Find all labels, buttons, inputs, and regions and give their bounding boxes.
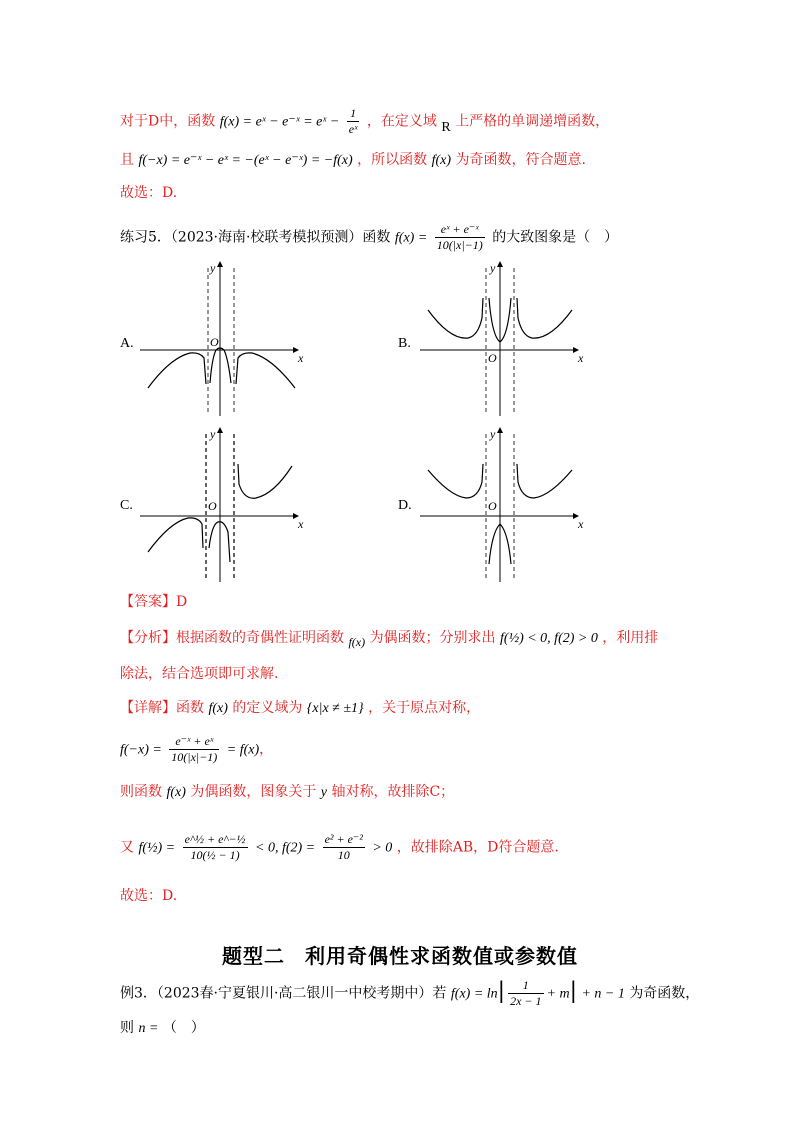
answer-tag: 【答案】: [120, 594, 176, 610]
formula: f(x): [166, 785, 186, 800]
section-type: 题型二: [222, 944, 285, 968]
analysis-line-1: [120, 628, 658, 649]
text: 的定义域为: [232, 700, 303, 716]
graph-d: [420, 424, 590, 584]
text: 为奇函数，符合题意.: [455, 152, 586, 168]
text: ，关于原点对称，: [368, 700, 481, 716]
formula: {x|x ≠ ±1}: [306, 701, 364, 716]
formula: f(½) =: [138, 840, 176, 856]
formula: + n − 1: [581, 986, 625, 1002]
origin-label: O: [208, 499, 217, 513]
text: ，所以函数: [357, 152, 428, 168]
x-axis-label: x: [298, 517, 304, 531]
graph-c: [140, 424, 310, 584]
choice-line: 故选：D.: [120, 185, 178, 201]
text: 轴对称，故排除C；: [331, 784, 455, 800]
answer-paren: （ ）: [162, 1020, 205, 1036]
text: ，故排除AB，D符合题意.: [396, 839, 559, 856]
formula: > 0: [372, 840, 393, 856]
text: 的大致图象是（ ）: [492, 229, 619, 246]
formula: f(x): [208, 701, 228, 716]
domain-symbol: R: [441, 119, 451, 135]
text: 且: [120, 152, 134, 168]
detail-line-1: [120, 698, 480, 719]
fraction: $\frac{1}{\text{eˣ}}$: [348, 106, 358, 136]
formula: f(x) =: [394, 230, 428, 246]
text: 上严格的单调递增函数，: [455, 113, 610, 130]
exercise-label: 练习5．（2023·海南·校联考模拟预测）函数: [120, 229, 391, 246]
graph-a: [140, 258, 310, 418]
detail-tag: 【详解】: [120, 700, 176, 716]
detail-equation: [120, 734, 273, 765]
text: ，利用排: [602, 630, 659, 646]
option-c-label: C.: [120, 498, 133, 513]
text: 则函数: [120, 784, 162, 800]
formula: f(−x) =: [120, 742, 162, 758]
text: ，: [259, 741, 274, 758]
section-title: [0, 940, 800, 969]
x-axis-label: x: [578, 517, 584, 531]
option-a-label: A.: [120, 336, 134, 351]
fraction: $\frac{\text{e⁻ˣ + eˣ}}{10(|x|-1)}$: [171, 734, 218, 764]
text: 为偶函数；分别求出: [369, 630, 496, 646]
analysis-tag: 【分析】: [120, 630, 176, 646]
y-axis-label: y: [210, 427, 216, 441]
fraction: $\frac{\text{e² + e⁻²}}{10}$: [324, 832, 363, 862]
formula: + m: [546, 986, 570, 1002]
origin-label: O: [488, 351, 497, 365]
example-label: 例3．（2023春·宁夏银川·高二银川一中校考期中）若: [120, 985, 447, 1002]
origin-label: O: [210, 335, 219, 349]
text: 对于D中，函数: [120, 113, 216, 130]
solution-line-odd: [120, 150, 586, 171]
example-3-question: [120, 1018, 205, 1039]
x-axis-label: x: [298, 351, 304, 365]
graph-b: [420, 258, 590, 418]
x-axis-label: x: [578, 351, 584, 365]
formula: < 0, f(2) =: [255, 840, 316, 856]
text: ，在定义域: [366, 113, 437, 130]
formula: f(x) = eˣ − e⁻ˣ = eˣ −: [219, 114, 340, 130]
section-heading: 利用奇偶性求函数值或参数值: [305, 944, 578, 968]
detail-again: [120, 832, 559, 863]
text: 则: [120, 1020, 134, 1036]
y-axis-label: y: [490, 427, 496, 441]
y-axis-label: y: [490, 261, 496, 275]
formula: = f(x): [226, 742, 260, 758]
formula: f(x) = ln: [450, 986, 498, 1002]
solution-line-d: [120, 106, 609, 137]
answer-value: D: [176, 594, 188, 610]
answer-line: [120, 592, 187, 612]
formula: n =: [138, 1021, 159, 1036]
formula: f(x): [431, 153, 451, 168]
option-d-label: D.: [398, 498, 412, 513]
choice-line-2: 故选：D.: [120, 888, 178, 904]
formula: f(½) < 0, f(2) > 0: [500, 631, 598, 646]
text: 为奇函数，: [629, 985, 700, 1002]
fraction: $\frac{1}{2x - 1}$: [510, 978, 542, 1008]
analysis-line-2: 除法，结合选项即可求解.: [120, 666, 279, 682]
text: 根据函数的奇偶性证明函数: [176, 630, 344, 646]
example-3: 例3．（2023春·宁夏银川·高二银川一中校考期中）若 f(x) = ln| $\frac{1}{2x - 1}$ + m| + n − 1 为奇函数，: [120, 978, 700, 1008]
option-b-label: B.: [398, 336, 411, 351]
text: 又: [120, 839, 134, 856]
exercise-5: [120, 222, 618, 253]
origin-label: O: [488, 499, 497, 513]
text: 函数: [176, 700, 204, 716]
formula: y: [320, 785, 328, 800]
y-axis-label: y: [210, 261, 216, 275]
formula: f(−x) = e⁻ˣ − eˣ = −(eˣ − e⁻ˣ) = −f(x): [138, 153, 353, 168]
text: 为偶函数，图象关于: [190, 784, 317, 800]
formula: f(x): [348, 635, 366, 649]
fraction: $\frac{\text{eˣ + e⁻ˣ}}{10(|x|-1)}$: [436, 222, 483, 252]
fraction: $\frac{\text{e\textasciicircum{}½ + e\textasciicircum{}−½}}{\text{10(½ − 1)}}$: [184, 832, 246, 862]
detail-even: [120, 782, 454, 803]
